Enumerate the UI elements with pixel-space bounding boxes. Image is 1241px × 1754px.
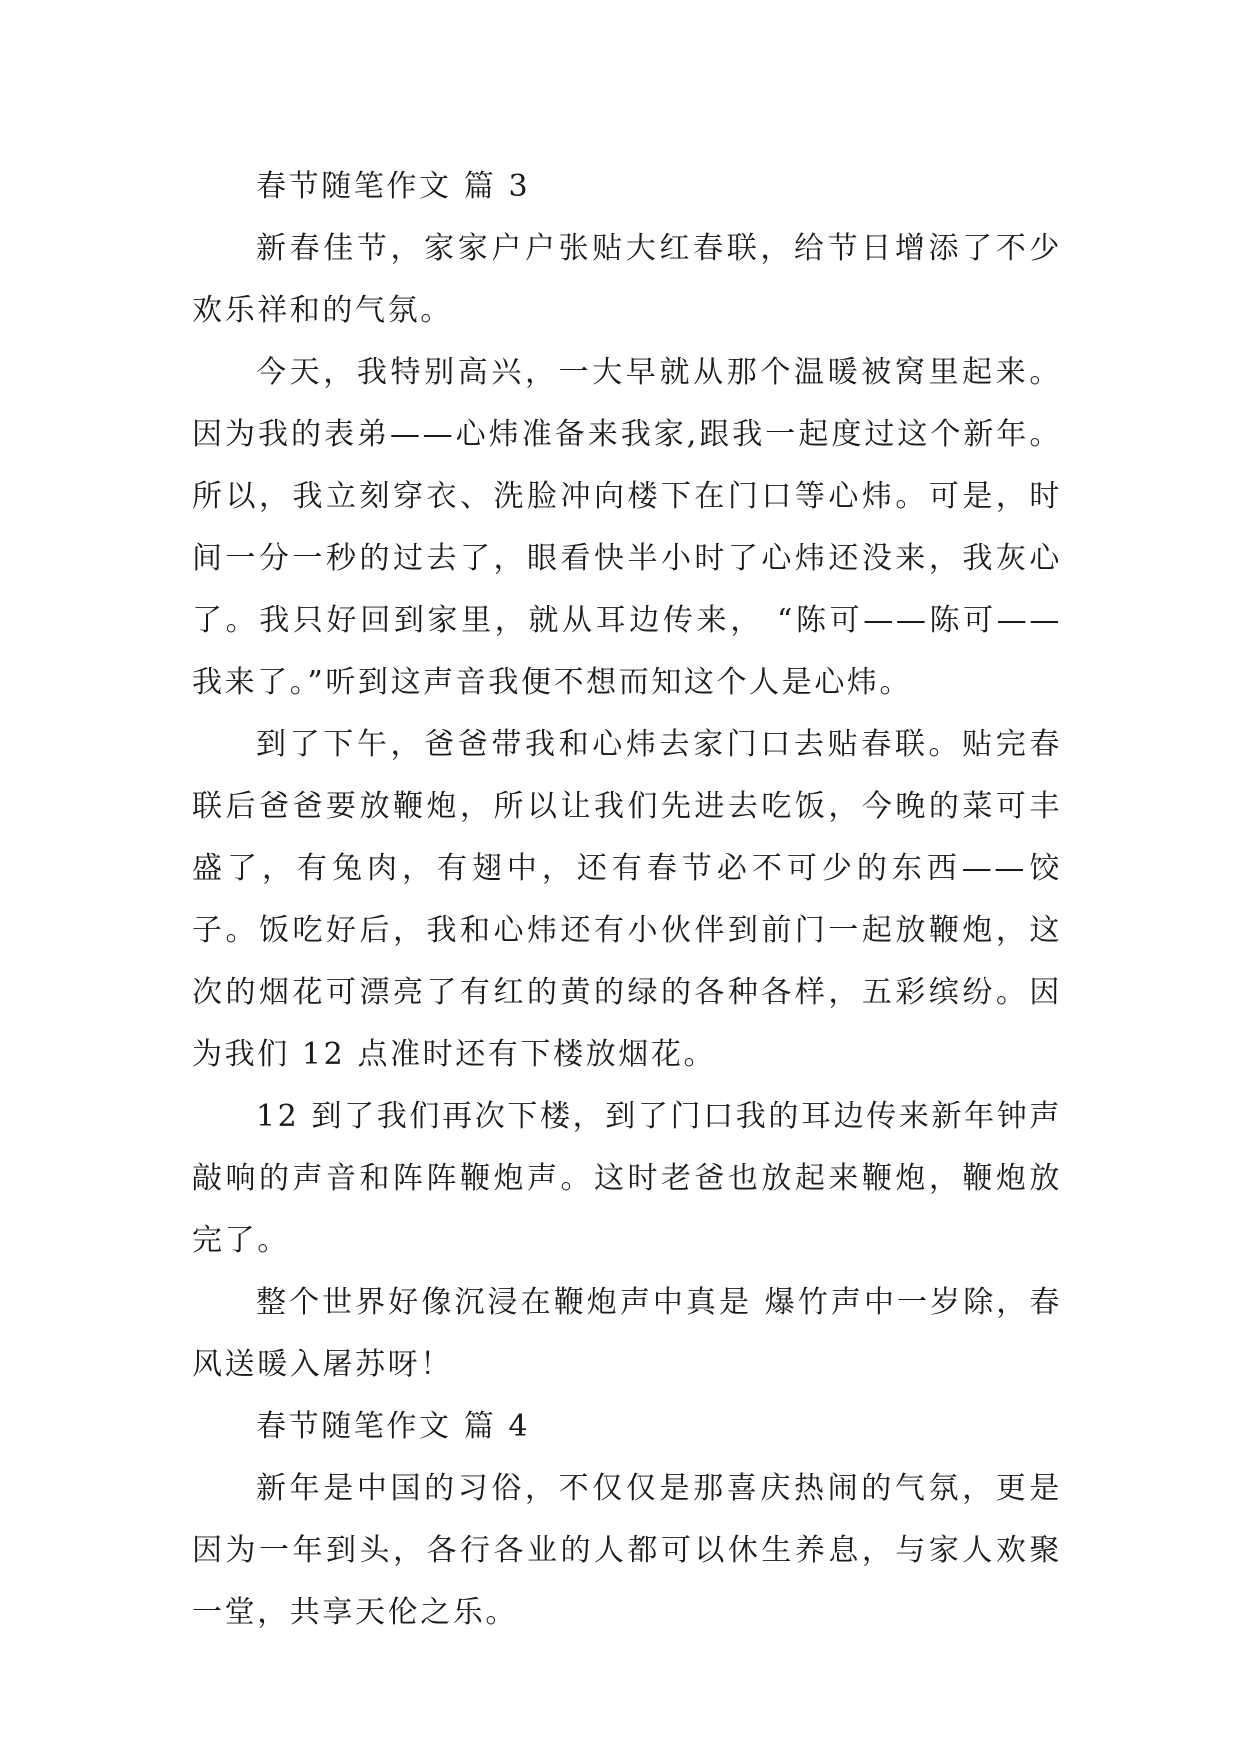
section-3-paragraph-4: 12 到了我们再次下楼，到了门口我的耳边传来新年钟声敲响的声音和阵阵鞭炮声。这时老爸也放起来鞭炮，鞭炮放完了。: [192, 1099, 1062, 1258]
section-3-paragraph-5: 整个世界好像沉浸在鞭炮声中真是 爆竹声中一岁除，春风送暖入屠苏呀！: [192, 1285, 1062, 1382]
document-body: [192, 156, 1062, 1644]
section-3-paragraph-2: 今天，我特别高兴，一大早就从那个温暖被窝里起来。因为我的表弟——心炜准备来我家,跟我一起度过这个新年。所以，我立刻穿衣、洗脸冲向楼下在门口等心炜。可是，时间一分一秒的过去了，眼看快半小时了心炜还没来，我灰心了。我只好回到家里，就从耳边传来， “陈可——陈可——我来了。”听到这声音我便不想而知这个人是心炜。: [192, 355, 1062, 700]
section-3-paragraph-1: 新春佳节，家家户户张贴大红春联，给节日增添了不少欢乐祥和的气氛。: [192, 231, 1062, 328]
section-4-paragraph-1: 新年是中国的习俗，不仅仅是那喜庆热闹的气氛，更是因为一年到头，各行各业的人都可以休生养息，与家人欢聚一堂，共享天伦之乐。: [192, 1471, 1062, 1630]
section-4-title: 春节随笔作文 篇 4: [256, 1409, 531, 1444]
section-3-title: 春节随笔作文 篇 3: [256, 169, 531, 204]
section-3-paragraph-3: 到了下午，爸爸带我和心炜去家门口去贴春联。贴完春联后爸爸要放鞭炮，所以让我们先进去吃饭，今晚的菜可丰盛了，有兔肉，有翅中，还有春节必不可少的东西——饺子。饭吃好后，我和心炜还有小伙伴到前门一起放鞭炮，这次的烟花可漂亮了有红的黄的绿的各种各样，五彩缤纷。因为我们 12 点准时还有下楼放烟花。: [192, 727, 1062, 1072]
